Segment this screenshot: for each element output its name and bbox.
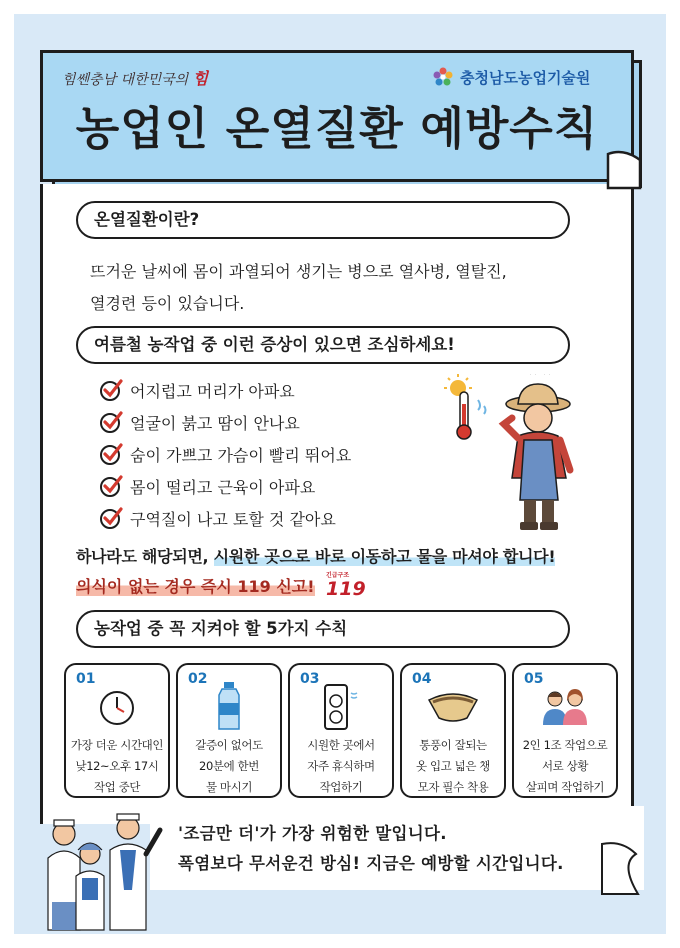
water-bottle-icon bbox=[214, 681, 244, 731]
sun-icon bbox=[444, 374, 472, 396]
bottom-message-line-1: '조금만 더'가 가장 위험한 말입니다. bbox=[178, 824, 447, 843]
checkmark-icon bbox=[98, 473, 124, 499]
rule-text-line: 통풍이 잘되는 bbox=[419, 738, 487, 752]
rule-card bbox=[64, 663, 170, 798]
rule-card bbox=[512, 663, 618, 798]
symptom-item bbox=[98, 502, 351, 534]
symptom-text: 어지럽고 머리가 아파요 bbox=[130, 381, 295, 401]
rule-text-line: 20분에 한번 bbox=[199, 759, 259, 773]
badge-caption: 긴급구조 bbox=[326, 572, 350, 579]
rule-text-line: 가장 더운 시간대인 bbox=[70, 738, 164, 752]
bottom-note-paper bbox=[150, 806, 644, 890]
symptom-item bbox=[98, 374, 351, 406]
symptom-item bbox=[98, 406, 351, 438]
action-warning-prefix: 하나라도 해당되면, bbox=[76, 547, 214, 566]
checkmark-icon bbox=[98, 505, 124, 531]
page-title: 농업인 온열질환 예방수칙 bbox=[75, 102, 599, 155]
symptom-list bbox=[98, 374, 351, 534]
checkmark-icon bbox=[98, 409, 124, 435]
emergency-warning-text: 의식이 없는 경우 즉시 119 신고! bbox=[76, 577, 315, 596]
section-heading-text: 농작업 중 꼭 지켜야 할 5가지 수칙 bbox=[94, 619, 348, 638]
checkmark-icon bbox=[98, 377, 124, 403]
overheated-farmer-illustration bbox=[440, 374, 590, 536]
flower-logo-icon bbox=[432, 66, 454, 88]
sun-visor-hat-icon bbox=[423, 686, 483, 726]
two-people-icon bbox=[537, 685, 593, 727]
rule-text-line: 갈증이 없어도 bbox=[195, 738, 263, 752]
rule-text-line: 살피며 작업하기 bbox=[525, 780, 605, 794]
rule-card bbox=[400, 663, 506, 798]
emergency-119-badge bbox=[326, 570, 372, 598]
slogan-text: 힘쎈충남 대한민국의 bbox=[62, 72, 189, 88]
slogan-strong: 힘 bbox=[192, 69, 209, 88]
symptom-text: 숨이 가쁘고 가슴이 빨리 뛰어요 bbox=[130, 445, 352, 465]
symptom-text: 구역질이 나고 토할 것 같아요 bbox=[130, 509, 336, 529]
checkmark-icon bbox=[98, 441, 124, 467]
rule-number: 05 bbox=[524, 671, 544, 687]
air-conditioner-icon bbox=[319, 681, 363, 731]
badge-number: 119 bbox=[326, 578, 366, 600]
rule-text-line: 시원한 곳에서 bbox=[307, 738, 375, 752]
symptom-item bbox=[98, 470, 351, 502]
rule-text-line: 서로 상황 bbox=[541, 759, 589, 773]
rule-text-line: 작업하기 bbox=[319, 780, 363, 794]
section-heading-rules bbox=[76, 610, 570, 648]
rule-text-line: 자주 휴식하며 bbox=[307, 759, 375, 773]
slogan bbox=[62, 66, 208, 89]
symptom-text: 얼굴이 붉고 땀이 안나요 bbox=[130, 413, 300, 433]
bottom-message-line-2: 폭염보다 무서운건 방심! 지금은 예방할 시간입니다. bbox=[178, 854, 564, 873]
rule-text-line: 옷 입고 넓은 챙 bbox=[415, 759, 491, 773]
rule-text-line: 낮12~오후 17시 bbox=[75, 759, 159, 773]
section-heading-text: 여름철 농작업 중 이런 증상이 있으면 조심하세요! bbox=[94, 335, 455, 354]
definition-line-2: 열경련 등이 있습니다. bbox=[90, 294, 245, 313]
emergency-warning bbox=[76, 574, 315, 597]
org-logo bbox=[432, 66, 590, 88]
symptom-text: 몸이 떨리고 근육이 아파요 bbox=[130, 477, 316, 497]
paper-curl-decoration bbox=[600, 840, 640, 896]
rule-card bbox=[288, 663, 394, 798]
thermometer-icon bbox=[457, 392, 471, 439]
action-warning bbox=[76, 544, 555, 567]
rule-text-line: 작업 중단 bbox=[93, 780, 141, 794]
rule-number: 02 bbox=[188, 671, 208, 687]
org-name: 충청남도농업기술원 bbox=[460, 68, 591, 87]
farmers-group-illustration bbox=[40, 810, 180, 932]
section-heading-text: 온열질환이란? bbox=[94, 210, 200, 229]
rule-number: 03 bbox=[300, 671, 320, 687]
clock-icon bbox=[98, 684, 136, 728]
symptom-item bbox=[98, 438, 351, 470]
rule-number: 04 bbox=[412, 671, 432, 687]
rule-number: 01 bbox=[76, 671, 96, 687]
definition-line-1: 뜨거운 날씨에 몸이 과열되어 생기는 병으로 열사병, 열탈진, bbox=[90, 262, 507, 281]
section-heading-definition bbox=[76, 201, 570, 239]
rule-cards bbox=[64, 663, 624, 798]
rule-text-line: 물 마시기 bbox=[205, 780, 253, 794]
section-heading-symptoms bbox=[76, 326, 570, 364]
definition-text bbox=[90, 256, 590, 320]
rule-text-line: 모자 필수 착용 bbox=[417, 780, 489, 794]
paper-curl-decoration bbox=[606, 150, 642, 190]
rule-text-line: 2인 1조 작업으로 bbox=[522, 738, 608, 752]
action-warning-highlight: 시원한 곳으로 바로 이동하고 물을 마셔야 합니다! bbox=[213, 547, 556, 566]
rule-card bbox=[176, 663, 282, 798]
